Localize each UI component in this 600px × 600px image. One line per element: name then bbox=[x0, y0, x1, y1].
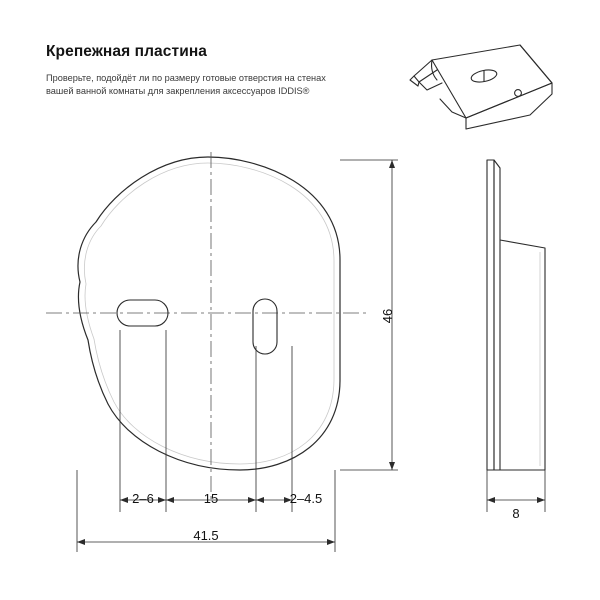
subtitle-line-2: вашей ванной комнаты для закрепления аксессуаров IDDIS® bbox=[46, 86, 310, 97]
dimension-left-hole-label: 2–6 bbox=[132, 491, 154, 506]
dimension-chain bbox=[77, 330, 335, 552]
page-title: Крепежная пластина bbox=[46, 43, 208, 60]
side-view-mounting-plate bbox=[487, 160, 545, 512]
dimension-height-label: 46 bbox=[380, 308, 395, 324]
dimension-depth-label: 8 bbox=[512, 506, 520, 521]
hole-right bbox=[253, 299, 277, 354]
subtitle-line-1: Проверьте, подойдёт ли по размеру готовые отверстия на стенах bbox=[46, 73, 326, 83]
front-view-mounting-plate bbox=[46, 152, 398, 552]
dimension-total-width-label: 41.5 bbox=[193, 528, 219, 543]
dimension-right-hole-label: 2–4.5 bbox=[289, 491, 323, 506]
isometric-view-mounting-plate bbox=[410, 45, 552, 129]
dimension-center-gap-label: 15 bbox=[203, 491, 219, 506]
